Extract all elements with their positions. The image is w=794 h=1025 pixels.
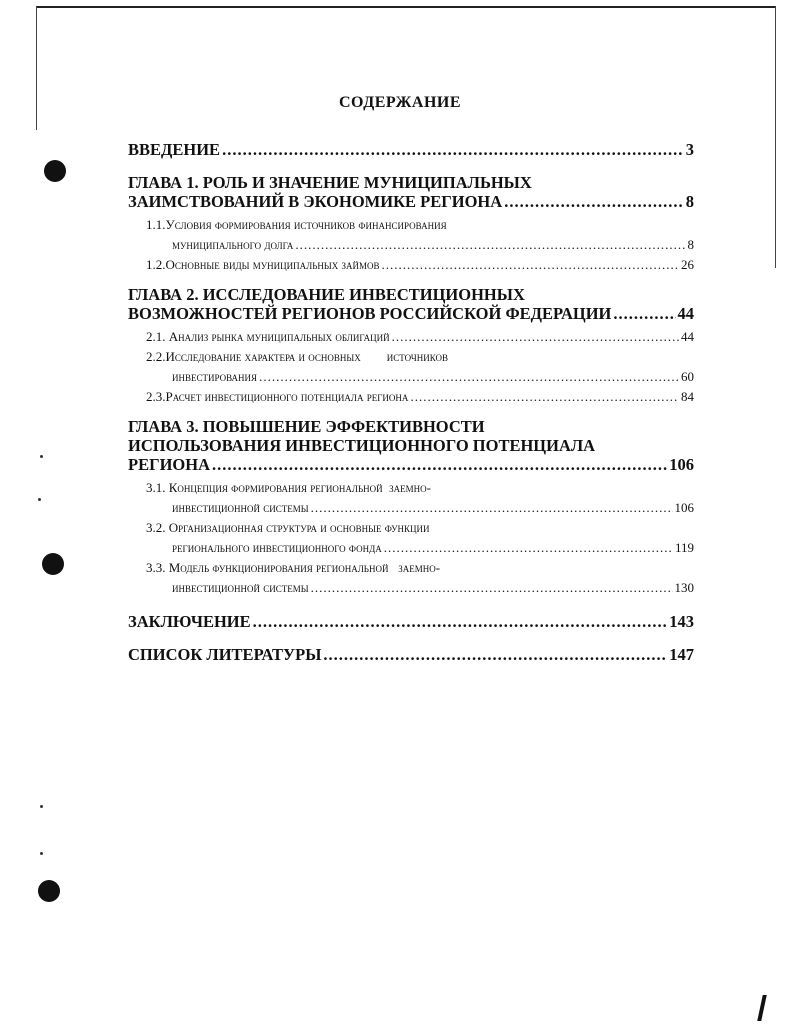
toc-entry-section-3-3[interactable]	[128, 558, 694, 598]
leader-dots	[381, 255, 679, 275]
leader-dots	[384, 538, 673, 558]
page-number: 147	[669, 645, 694, 664]
leader-dots	[222, 140, 684, 159]
page-number: 44	[677, 304, 694, 323]
section-title-line: инвестиционной системы	[172, 580, 309, 595]
section-title-line: 1.1.Условия формирования источников финансирования	[146, 217, 447, 232]
leader-dots	[311, 578, 673, 598]
section-title-line: 3.2. Организационная структура и основные функции	[146, 520, 430, 535]
chapter-title-line: ГЛАВА 3. ПОВЫШЕНИЕ ЭФФЕКТИВНОСТИ	[128, 417, 485, 436]
scan-speck	[40, 805, 43, 808]
scan-speck	[40, 852, 43, 855]
toc-entry-introduction[interactable]	[128, 140, 694, 159]
scan-speck	[38, 498, 41, 501]
page-number: 84	[681, 389, 694, 404]
chapter-title-line: ГЛАВА 1. РОЛЬ И ЗНАЧЕНИЕ МУНИЦИПАЛЬНЫХ	[128, 173, 532, 192]
page-number: 8	[687, 237, 694, 252]
entry-label: ВВЕДЕНИЕ	[128, 140, 221, 159]
section-title-line: 3.3. Модель функционирования региональной заемно-	[146, 560, 441, 575]
chapter-title-line: ГЛАВА 2. ИССЛЕДОВАНИЕ ИНВЕСТИЦИОННЫХ	[128, 285, 525, 304]
leader-dots	[253, 612, 668, 631]
toc-entry-chapter-2[interactable]	[128, 285, 694, 323]
chapter-title-line: ВОЗМОЖНОСТЕЙ РЕГИОНОВ РОССИЙСКОЙ ФЕДЕРАЦИИ	[128, 304, 612, 323]
page-number: 8	[685, 192, 694, 211]
chapter-title-line: ЗАИМСТВОВАНИЙ В ЭКОНОМИКЕ РЕГИОНА	[128, 192, 503, 211]
section-title-line: инвестиционной системы	[172, 500, 309, 515]
toc-entry-section-2-1[interactable]	[128, 327, 694, 347]
toc-entry-section-1-1[interactable]	[128, 215, 694, 255]
scan-speck	[40, 455, 43, 458]
toc-entry-chapter-3[interactable]	[128, 417, 694, 474]
page-number: 119	[674, 540, 694, 555]
section-title-line: регионального инвестиционного фонда	[172, 540, 382, 555]
leader-dots	[311, 498, 673, 518]
punch-hole-bottom	[38, 880, 60, 902]
scan-frame-right	[775, 6, 776, 268]
leader-dots	[410, 387, 679, 407]
page-number: 44	[681, 329, 694, 344]
leader-dots	[295, 235, 685, 255]
toc-entry-section-2-3[interactable]	[128, 387, 694, 407]
section-title-line: муниципального долга	[172, 237, 294, 252]
page-number: 106	[669, 455, 694, 474]
scan-corner-mark	[757, 995, 767, 1021]
section-title-line: 3.1. Концепция формирования региональной заемно-	[146, 480, 432, 495]
toc-entry-chapter-1[interactable]	[128, 173, 694, 211]
chapter-1-sections	[128, 215, 694, 275]
punch-hole-middle	[42, 553, 64, 575]
toc-entry-conclusion[interactable]	[128, 612, 694, 631]
entry-label: ЗАКЛЮЧЕНИЕ	[128, 612, 251, 631]
leader-dots	[504, 192, 684, 211]
page-title: СОДЕРЖАНИЕ	[338, 94, 462, 111]
leader-dots	[392, 327, 679, 347]
page-number: 60	[681, 369, 694, 384]
chapter-title-line: ИСПОЛЬЗОВАНИЯ ИНВЕСТИЦИОННОГО ПОТЕНЦИАЛА	[128, 436, 596, 455]
section-title-line: 2.3.Расчет инвестиционного потенциала региона	[146, 389, 409, 404]
toc-entry-bibliography[interactable]	[128, 645, 694, 664]
toc-entry-section-3-1[interactable]	[128, 478, 694, 518]
section-title-line: 2.2.Исследование характера и основных источников	[146, 349, 449, 364]
toc-entry-section-3-2[interactable]	[128, 518, 694, 558]
section-title-line: 2.1. Анализ рынка муниципальных облигаций	[146, 329, 390, 344]
leader-dots	[259, 367, 679, 387]
leader-dots	[212, 455, 667, 474]
page-number: 3	[685, 140, 694, 159]
page-number: 106	[674, 500, 694, 515]
toc-entry-section-1-2[interactable]	[128, 255, 694, 275]
entry-label: СПИСОК ЛИТЕРАТУРЫ	[128, 645, 322, 664]
section-title-line: инвестирования	[172, 369, 258, 384]
punch-hole-top	[44, 160, 66, 182]
chapter-3-sections	[128, 478, 694, 598]
scan-frame-top	[36, 6, 776, 8]
chapter-2-sections	[128, 327, 694, 407]
chapter-title-line: РЕГИОНА	[128, 455, 211, 474]
toc-entry-section-2-2[interactable]	[128, 347, 694, 387]
leader-dots	[323, 645, 667, 664]
section-title-line: 1.2.Основные виды муниципальных займов	[146, 257, 380, 272]
page-number: 143	[669, 612, 694, 631]
table-of-contents	[128, 140, 694, 664]
page-number: 26	[681, 257, 694, 272]
leader-dots	[613, 304, 675, 323]
page-number: 130	[674, 580, 694, 595]
